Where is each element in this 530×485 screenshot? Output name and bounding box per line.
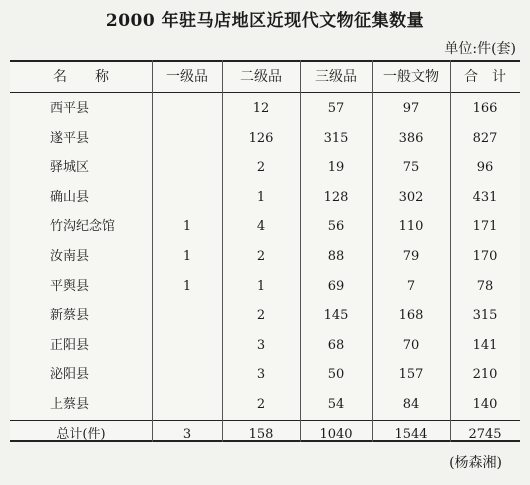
row-grade2: 12 bbox=[252, 101, 270, 116]
row-name: 遂平县 bbox=[50, 130, 90, 146]
row-total: 78 bbox=[476, 278, 494, 294]
total-grade3: 1040 bbox=[319, 427, 353, 442]
header-rule bbox=[10, 92, 520, 93]
row-grade3: 315 bbox=[323, 130, 349, 146]
row-total: 141 bbox=[472, 337, 498, 353]
row-total: 827 bbox=[472, 130, 498, 146]
row-grade3: 69 bbox=[327, 278, 345, 294]
row-grade1: 1 bbox=[182, 219, 192, 235]
row-grade1 bbox=[152, 154, 222, 181]
row-grade1 bbox=[152, 361, 222, 388]
row-name: 确山县 bbox=[50, 189, 90, 205]
column-header-total: 合 计 bbox=[464, 69, 506, 85]
row-general: 84 bbox=[402, 397, 420, 412]
column-header-name: 名 称 bbox=[53, 69, 109, 85]
row-total: 171 bbox=[472, 219, 498, 235]
row-grade2: 1 bbox=[256, 189, 266, 205]
row-grade2: 2 bbox=[256, 397, 266, 412]
column-header-general: 一般文物 bbox=[383, 69, 439, 85]
total-general: 1544 bbox=[394, 427, 428, 442]
row-grade3: 50 bbox=[327, 367, 345, 383]
row-total: 140 bbox=[472, 397, 498, 412]
row-name: 正阳县 bbox=[50, 337, 90, 353]
row-grade3: 57 bbox=[327, 101, 345, 116]
row-grade2: 126 bbox=[248, 130, 274, 146]
row-general: 157 bbox=[398, 367, 424, 383]
row-general: 386 bbox=[398, 130, 424, 146]
unit-label: 单位:件(套) bbox=[444, 41, 516, 57]
row-name: 平舆县 bbox=[50, 278, 90, 294]
row-general: 7 bbox=[406, 278, 416, 294]
row-name: 驿城区 bbox=[50, 160, 90, 176]
row-total: 170 bbox=[472, 249, 498, 264]
row-total: 315 bbox=[472, 308, 498, 324]
row-general: 302 bbox=[398, 189, 424, 205]
column-header-grade1: 一级品 bbox=[166, 69, 208, 85]
row-name: 西平县 bbox=[50, 101, 90, 116]
row-total: 96 bbox=[476, 160, 494, 176]
row-grade2: 1 bbox=[256, 278, 266, 294]
total-grade1: 3 bbox=[182, 427, 192, 442]
row-grade2: 4 bbox=[256, 219, 266, 235]
total-sum: 2745 bbox=[468, 427, 502, 442]
row-grade2: 3 bbox=[256, 367, 266, 383]
row-grade3: 19 bbox=[327, 160, 345, 176]
table-title: 2000 年驻马店地区近现代文物征集数量 bbox=[105, 11, 425, 31]
row-total: 431 bbox=[472, 189, 498, 205]
row-grade2: 2 bbox=[256, 249, 266, 264]
row-total: 166 bbox=[472, 101, 498, 116]
author-credit: (杨森湘) bbox=[449, 455, 502, 471]
row-grade1 bbox=[152, 332, 222, 359]
row-grade3: 145 bbox=[323, 308, 349, 324]
row-name: 竹沟纪念馆 bbox=[50, 219, 116, 235]
row-grade1 bbox=[152, 302, 222, 329]
row-grade3: 88 bbox=[327, 249, 345, 264]
row-grade1 bbox=[152, 125, 222, 152]
total-grade2: 158 bbox=[248, 427, 274, 442]
row-general: 110 bbox=[398, 219, 424, 235]
row-general: 79 bbox=[402, 249, 420, 264]
row-name: 上蔡县 bbox=[50, 397, 90, 412]
row-grade3: 68 bbox=[327, 337, 345, 353]
row-grade3: 56 bbox=[327, 219, 345, 235]
row-general: 168 bbox=[398, 308, 424, 324]
row-name: 新蔡县 bbox=[50, 308, 90, 324]
row-grade1: 1 bbox=[182, 249, 192, 264]
row-grade2: 2 bbox=[256, 308, 266, 324]
row-general: 97 bbox=[402, 101, 420, 116]
row-grade2: 2 bbox=[256, 160, 266, 176]
column-header-grade3: 三级品 bbox=[315, 69, 357, 85]
row-name: 泌阳县 bbox=[50, 367, 90, 383]
row-grade3: 128 bbox=[323, 189, 349, 205]
row-grade1 bbox=[152, 184, 222, 211]
row-total: 210 bbox=[472, 367, 498, 383]
statistics-table bbox=[10, 60, 520, 442]
row-grade1 bbox=[152, 95, 222, 122]
row-grade2: 3 bbox=[256, 337, 266, 353]
row-grade1: 1 bbox=[182, 278, 192, 294]
column-header-grade2: 二级品 bbox=[240, 69, 282, 85]
total-row-label: 总计(件) bbox=[56, 427, 106, 442]
row-name: 汝南县 bbox=[50, 249, 90, 264]
row-general: 75 bbox=[402, 160, 420, 176]
row-general: 70 bbox=[402, 337, 420, 353]
row-grade3: 54 bbox=[327, 397, 345, 412]
row-grade1 bbox=[152, 391, 222, 418]
